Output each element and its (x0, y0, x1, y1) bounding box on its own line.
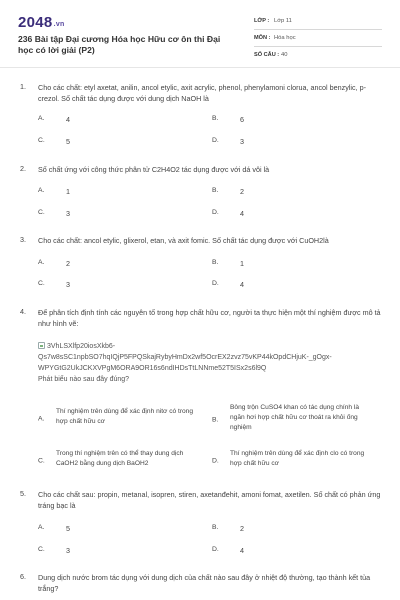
option-letter: B. (212, 524, 219, 531)
header-divider (0, 67, 400, 68)
option-letter: D. (212, 546, 219, 553)
image-alt-text: 3VhLSXlfp20iosXkb6- (47, 343, 116, 350)
question-4 (20, 307, 386, 482)
site-logo[interactable] (18, 14, 65, 31)
image-alt-line (38, 352, 384, 363)
question-text: Dung dịch nước brom tác dụng với dung dịch của chất nào sau đây ở nhiệt độ thường, tạo thành kết tủa trắng? (38, 573, 371, 593)
option-text: 1 (66, 187, 70, 196)
option-a[interactable] (38, 407, 208, 431)
broken-image-icon (38, 342, 45, 349)
document-header (18, 14, 384, 64)
question-text: Số chất ứng với công thức phân tử C2H4O2 tác dụng được với dá vôi là (38, 165, 270, 174)
meta-key: SỐ CÂU : (254, 52, 280, 58)
question-number: 3. (20, 235, 26, 244)
option-text: 3 (66, 209, 70, 218)
option-letter: C. (38, 280, 45, 287)
meta-key: MÔN : (254, 35, 271, 41)
option-text: 4 (240, 546, 244, 555)
image-alt-text: WPYGtG2UkJCKXVPgM6ORA9OR16s6ndIHDsTtLNNme52T5ISx2s6l9Q (38, 365, 267, 372)
option-text: 5 (66, 524, 70, 533)
question-number: 2. (20, 164, 26, 173)
question-number: 4. (20, 307, 26, 316)
option-letter: C. (38, 209, 45, 216)
option-letter: C. (38, 137, 45, 144)
question-1 (20, 82, 386, 152)
meta-row-subject (254, 33, 382, 47)
question-number: 1. (20, 82, 26, 91)
option-letter: A. (38, 187, 45, 194)
question-text: Cho các chất sau: propin, metanal, isopren, stiren, axetanđehit, amoni fomat, axetilen. Số chất có phản ứng tráng bạc là (38, 490, 381, 510)
question-6 (20, 572, 386, 598)
option-text: Bông trộn CuSO4 khan có tác dụng chính là ngăn hơi hợp chất hữu cơ thoát ra khỏi ống nghiệm (230, 404, 360, 431)
option-letter: D. (212, 209, 219, 216)
image-alt-line (38, 363, 384, 374)
meta-row-class (254, 16, 382, 30)
option-text: 2 (240, 524, 244, 533)
option-letter: A. (38, 115, 45, 122)
option-letter: A. (38, 415, 45, 423)
page-title: 236 Bài tập Đại cương Hóa học Hữu cơ ôn thi Đại học có lời giải (P2) (18, 34, 221, 55)
meta-value: Lớp 11 (274, 18, 292, 24)
option-c[interactable] (38, 449, 208, 473)
option-letter: C. (38, 457, 45, 465)
option-text: 1 (240, 259, 244, 268)
option-letter: B. (212, 187, 219, 194)
option-letter: D. (212, 457, 219, 465)
option-text: 4 (240, 209, 244, 218)
option-letter: A. (38, 259, 45, 266)
image-alt-text: Qs7w8sSC1npbSO7hqIQjP5FPQSkajRybyHmDx2wf5OcrEX2zvz75vKP44kOpdCHjuK-_gOgx- (38, 354, 332, 361)
option-letter: B. (212, 259, 219, 266)
document-meta (254, 16, 382, 67)
question-number: 6. (20, 572, 26, 581)
option-text: 4 (240, 280, 244, 289)
meta-row-count (254, 50, 382, 64)
option-letter: B. (212, 115, 219, 122)
question-image (38, 341, 384, 385)
option-text: 2 (66, 259, 70, 268)
option-letter: A. (38, 524, 45, 531)
option-d[interactable] (212, 449, 384, 473)
option-text: 3 (66, 546, 70, 555)
option-text: Trong thí nghiệm trên có thể thay dung dịch CaOH2 bằng dung dịch BaOH2 (56, 450, 184, 467)
option-letter: D. (212, 280, 219, 287)
option-text: 3 (240, 137, 244, 146)
option-text: 5 (66, 137, 70, 146)
option-text: Thí nghiệm trên dùng để xác định clo có trong hợp chất hữu cơ (230, 450, 365, 467)
option-text: 3 (66, 280, 70, 289)
option-letter: C. (38, 546, 45, 553)
option-b[interactable] (212, 403, 384, 437)
question-text: Cho các chất: etyl axetat, anilin, ancol etylic, axit acrylic, phenol, phenylamoni clorua, ancol benzylic, p-crezol. Số chất tác dụng được với dung dịch NaOH là (38, 83, 366, 103)
question-5 (20, 489, 386, 559)
question-2 (20, 164, 386, 224)
option-text: 2 (240, 187, 244, 196)
option-text: 6 (240, 115, 244, 124)
option-letter: D. (212, 137, 219, 144)
question-3 (20, 235, 386, 295)
question-text: Cho các chất: ancol etylic, glixerol, etan, và axit fomic. Số chất tác dụng được với CuOH2là (38, 236, 329, 245)
option-text: 4 (66, 115, 70, 124)
image-alt-line (38, 341, 384, 352)
meta-key: LỚP : (254, 18, 270, 24)
option-text: Thí nghiệm trên dùng để xác định nitơ có trong hợp chất hữu cơ (56, 408, 194, 425)
question-text: Để phân tích định tính các nguyên tố trong hợp chất hữu cơ, người ta thực hiện một thí nghiệm được mô tả như hình vẽ: (38, 308, 381, 328)
logo-text: 2048 (18, 14, 53, 31)
meta-value: 40 (281, 52, 288, 58)
question-number: 5. (20, 489, 26, 498)
option-letter: B. (212, 416, 219, 424)
question-prompt: Phát biểu nào sau đây đúng? (38, 376, 130, 383)
meta-value: Hóa học (274, 35, 296, 41)
logo-tld: .vn (53, 21, 65, 28)
